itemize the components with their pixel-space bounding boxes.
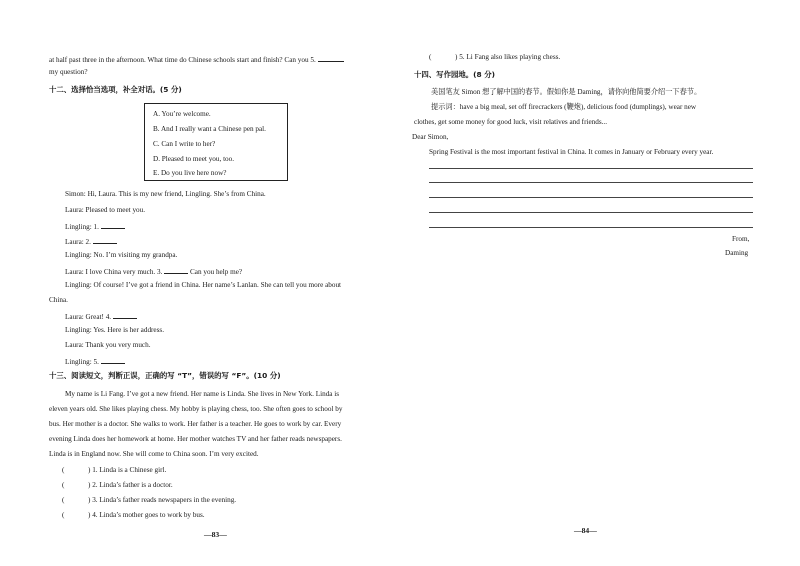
dialogue-line-3 (65, 220, 125, 232)
options-box (144, 103, 288, 181)
option-a: A. You’re welcome. (153, 110, 211, 118)
tf-item-5 (429, 52, 560, 62)
option-d: D. Pleased to meet you, too. (153, 155, 235, 163)
dialogue-line-10: Lingling: Yes. Here is her address. (65, 326, 165, 334)
answer-paren-open[interactable]: ( (62, 511, 65, 519)
answer-paren-open[interactable]: ( (62, 481, 65, 489)
answer-paren-close: ) (88, 481, 91, 489)
answer-paren-close: ) (88, 511, 91, 519)
option-b: B. And I really want a Chinese pen pal. (153, 125, 266, 133)
answer-paren-close: ) (88, 496, 91, 504)
section-12-title: 十二、选择恰当选项，补全对话。(5 分) (49, 85, 182, 94)
tf-item-3 (62, 495, 236, 505)
dialogue-line-7: Lingling: Of course! I’ve got a friend in China. Her name’s Lanlan. She can tell you more about (65, 281, 342, 289)
intro-line-2: my question? (49, 68, 88, 76)
prompt-line-1: 美国笔友 Simon 想了解中国的春节。假如你是 Daming，请你向他简要介绍一下春节。 (431, 88, 702, 96)
tf-text: 1. Linda is a Chinese girl. (92, 466, 167, 474)
writing-line-4[interactable] (429, 212, 753, 213)
dialogue-line-4 (65, 235, 117, 247)
tf-text: 3. Linda’s father reads newspapers in the evening. (92, 496, 237, 504)
section-14-title: 十四、写作园地。(8 分) (414, 70, 495, 79)
dialogue-text: Laura: Great! 4. (65, 313, 112, 321)
writing-line-3[interactable] (429, 197, 753, 198)
letter-salutation: Dear Simon, (412, 133, 449, 141)
tf-item-4 (62, 510, 205, 520)
answer-paren-open[interactable]: ( (62, 496, 65, 504)
passage-line-1: My name is Li Fang. I’ve got a new friend. Her name is Linda. She lives in New York. Linda is (65, 390, 340, 398)
dialogue-text: Laura: 2. (65, 238, 91, 246)
letter-closing: From, (732, 235, 750, 243)
answer-paren-open[interactable]: ( (62, 466, 65, 474)
dialogue-text: Lingling: 1. (65, 223, 99, 231)
answer-blank-2[interactable] (93, 235, 117, 244)
writing-line-5[interactable] (429, 227, 753, 228)
dialogue-text-tail: Can you help me? (190, 268, 243, 276)
prompt-line-2: 提示词：have a big meal, set off firecrackers (鞭炮), delicious food (dumplings), wear new (431, 103, 697, 111)
right-page (400, 0, 800, 566)
answer-blank-5[interactable] (101, 355, 125, 364)
section-13-title: 十三、阅读短文，判断正误，正确的写 “T”，错误的写 “F”。(10 分) (49, 371, 281, 380)
answer-blank-1[interactable] (101, 220, 125, 229)
answer-paren-open[interactable]: ( (429, 53, 432, 61)
tf-item-2 (62, 480, 173, 490)
tf-text: 5. Li Fang also likes playing chess. (459, 53, 561, 61)
writing-line-1[interactable] (429, 168, 753, 169)
prompt-line-3: clothes, get some money for good luck, visit relatives and friends... (414, 118, 608, 126)
dialogue-line-6 (65, 265, 242, 277)
answer-blank-3[interactable] (164, 265, 188, 274)
intro-text: at half past three in the afternoon. What time do Chinese schools start and finish? Can you 5. (49, 56, 316, 64)
dialogue-line-1: Simon: Hi, Laura. This is my new friend, Lingling. She’s from China. (65, 190, 266, 198)
answer-blank-4[interactable] (113, 310, 137, 319)
answer-paren-close: ) (88, 466, 91, 474)
option-e: E. Do you live here now? (153, 169, 227, 177)
answer-paren-close: ) (455, 53, 458, 61)
letter-opening: Spring Festival is the most important festival in China. It comes in January or February every year. (429, 148, 714, 156)
tf-text: 4. Linda’s mother goes to work by bus. (92, 511, 205, 519)
dialogue-line-2: Laura: Pleased to meet you. (65, 206, 146, 214)
page-number-84: —84— (574, 526, 597, 535)
option-c: C. Can I write to her? (153, 140, 216, 148)
passage-line-2: eleven years old. She likes playing chess. My hobby is playing chess, too. She often goes to school by (49, 405, 343, 413)
dialogue-line-8: China. (49, 296, 68, 304)
dialogue-line-12 (65, 355, 125, 367)
dialogue-text: Laura: I love China very much. 3. (65, 268, 163, 276)
page-number-83: —83— (204, 530, 227, 539)
letter-signature: Daming (725, 249, 749, 257)
answer-blank[interactable] (318, 53, 344, 62)
dialogue-text: Lingling: 5. (65, 358, 99, 366)
dialogue-line-9 (65, 310, 137, 322)
tf-text: 2. Linda’s father is a doctor. (92, 481, 173, 489)
passage-line-5: Linda is in England now. She will come to China soon. I’m very excited. (49, 450, 259, 458)
tf-item-1 (62, 465, 166, 475)
dialogue-line-5: Lingling: No. I’m visiting my grandpa. (65, 251, 178, 259)
passage-line-4: evening Linda does her homework at home. Her mother watches TV and her father reads newspapers. (49, 435, 342, 443)
writing-line-2[interactable] (429, 182, 753, 183)
dialogue-line-11: Laura: Thank you very much. (65, 341, 151, 349)
intro-line-1 (49, 53, 344, 65)
passage-line-3: bus. Her mother is a doctor. She walks to work. Her father is a teacher. He goes to work by car. Every (49, 420, 342, 428)
